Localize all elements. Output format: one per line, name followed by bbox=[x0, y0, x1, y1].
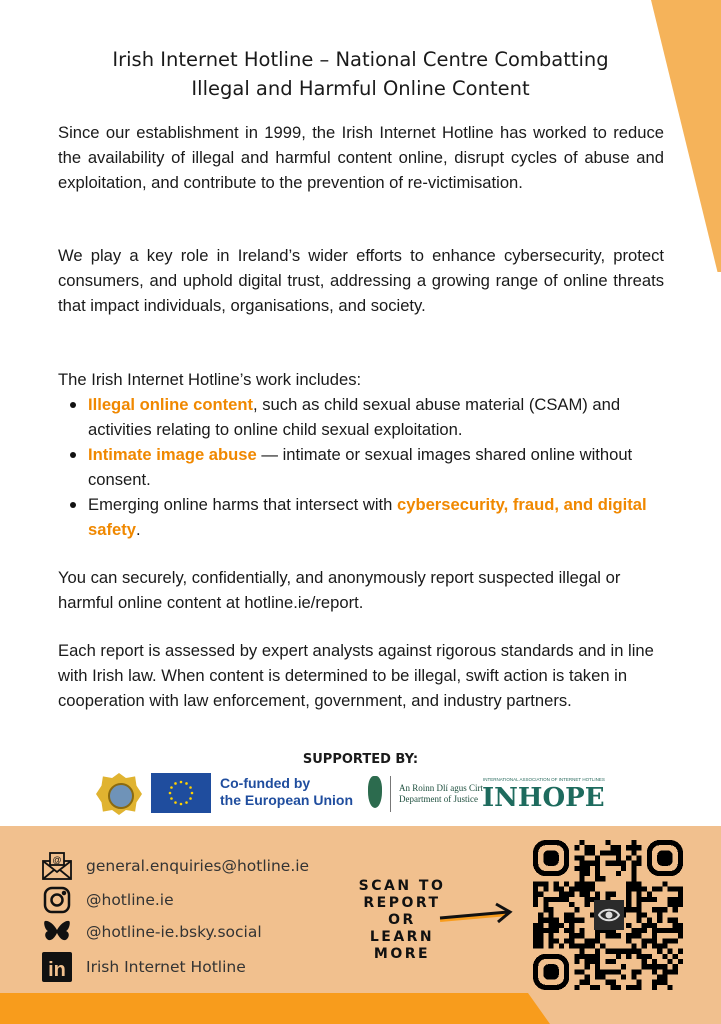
envelope-icon bbox=[40, 850, 74, 882]
assessment-paragraph: Each report is assessed by expert analysts against rigorous standards and in line with Irish law. When content is determined to be illegal, swift action is taken in cooperation with law enforcement, government, and industry partners. bbox=[58, 641, 654, 710]
eu-flag-icon bbox=[151, 773, 211, 813]
contact-linkedin[interactable]: in Irish Internet Hotline bbox=[40, 951, 246, 983]
eu-star bbox=[185, 782, 188, 785]
eu-star bbox=[191, 792, 194, 795]
eu-star bbox=[170, 797, 173, 800]
eu-star bbox=[174, 782, 177, 785]
garda-logo bbox=[96, 773, 142, 815]
eu-star bbox=[189, 797, 192, 800]
eu-star bbox=[180, 781, 183, 784]
department-of-justice-logo: An Roinn Dlí agus Cirt Department of Justice bbox=[399, 783, 484, 804]
inhope-logo: INHOPE bbox=[482, 783, 605, 813]
report-paragraph: You can securely, confidentially, and anonymously report suspected illegal or harmful online content at hotline.ie/report. bbox=[58, 568, 621, 612]
contact-email[interactable]: @ general.enquiries@hotline.ie bbox=[40, 850, 309, 882]
supporter-logos bbox=[96, 773, 608, 815]
supported-by-label: SUPPORTED BY: bbox=[302, 752, 419, 767]
footer-band bbox=[0, 993, 550, 1024]
svg-text:in: in bbox=[48, 959, 66, 981]
instagram-icon bbox=[40, 884, 74, 916]
list-item: Intimate image abuse — intimate or sexual images shared online without consent. bbox=[66, 442, 664, 492]
svg-text:@: @ bbox=[52, 855, 62, 865]
work-intro: The Irish Internet Hotline’s work includes: bbox=[58, 370, 362, 389]
eu-cofunded-text: Co-funded by the European Union bbox=[220, 775, 353, 808]
contact-instagram[interactable]: @hotline.ie bbox=[40, 884, 174, 916]
work-list bbox=[66, 392, 664, 542]
eu-star bbox=[169, 792, 172, 795]
eu-star bbox=[189, 786, 192, 789]
eu-star bbox=[185, 801, 188, 804]
linkedin-icon bbox=[40, 951, 74, 983]
list-item: Illegal online content, such as child sexual abuse material (CSAM) and activities relating to online child sexual exploitation. bbox=[66, 392, 664, 442]
butterfly-icon bbox=[40, 916, 74, 948]
list-item: Emerging online harms that intersect with cybersecurity, fraud, and digital safety. bbox=[66, 492, 664, 542]
inhope-subtitle: INTERNATIONAL ASSOCIATION OF INTERNET HOTLINES bbox=[483, 777, 605, 782]
work-section bbox=[58, 367, 664, 542]
eu-star bbox=[174, 801, 177, 804]
contact-bluesky[interactable]: @hotline-ie.bsky.social bbox=[40, 916, 262, 948]
divider bbox=[390, 776, 391, 812]
eu-star bbox=[170, 786, 173, 789]
intro-paragraph: Since our establishment in 1999, the Irish Internet Hotline has worked to reduce the availability of illegal and harmful content online, disrupt cycles of abuse and exploitation, and contribute to the prevention of re-victimisation. bbox=[58, 123, 664, 192]
scan-prompt: SCAN TO REPORT OR LEARN MORE bbox=[358, 878, 446, 962]
eye-icon bbox=[594, 900, 624, 930]
role-paragraph: We play a key role in Ireland’s wider efforts to enhance cybersecurity, protect consumers, and uphold digital trust, addressing a growing range of online threats that impact individuals, organisations, and society. bbox=[58, 246, 664, 315]
harp-icon bbox=[368, 776, 382, 808]
arrow-icon bbox=[438, 898, 518, 928]
eu-star bbox=[180, 803, 183, 806]
page-title: Irish Internet Hotline – National Centre Combatting Illegal and Harmful Online Content bbox=[112, 48, 609, 100]
